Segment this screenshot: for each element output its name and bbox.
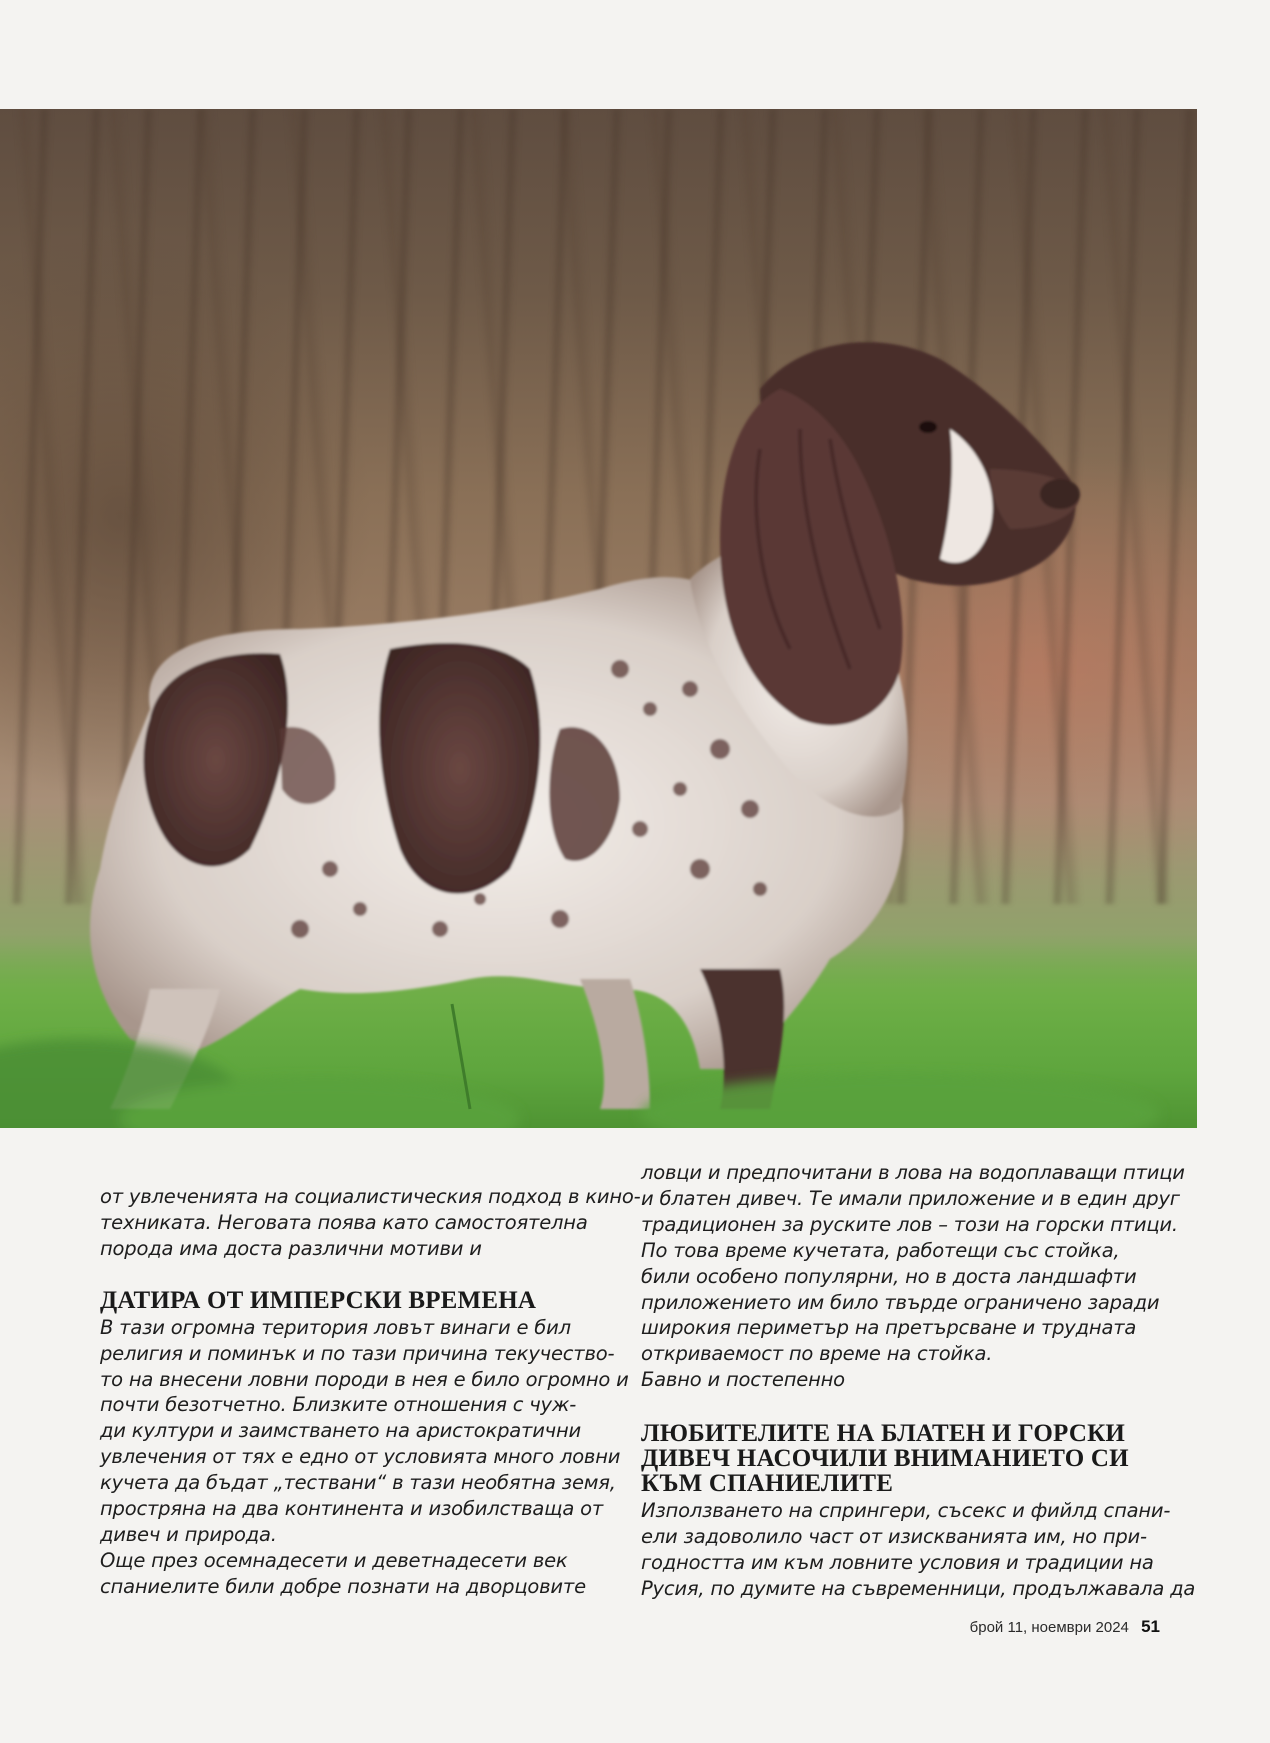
text-line: По това време кучетата, работещи със стойка, (641, 1238, 1120, 1262)
text-line: откриваемост по време на стойка. (641, 1342, 993, 1366)
text-line: ди култури и заимстването на аристократични (100, 1419, 582, 1443)
text-line: приложението им било твърде ограничено заради (641, 1290, 1160, 1314)
text-line: кучета да бъдат „тествани“ в тази необятна земя, (100, 1471, 616, 1495)
text-line: почти безотчетно. Близките отношения с чуж- (100, 1393, 577, 1417)
text-line: традиционен за руските лов – този на горски птици. (641, 1212, 1178, 1236)
right-intro-paragraph (641, 1160, 1185, 1393)
heading-line: ЛЮБИТЕЛИТЕ НА БЛАТЕН И ГОРСКИ (641, 1420, 1126, 1448)
text-line: то на внесени ловни породи в нея е било огромно и (100, 1367, 629, 1391)
text-line: и блатен дивеч. Те имали приложение и в един друг (641, 1186, 1180, 1210)
left-column (100, 1184, 641, 1600)
left-intro-paragraph (100, 1184, 641, 1262)
text-line: Още през осемнадесети и деветнадесети век (100, 1548, 568, 1572)
issue-info: брой 11, ноември 2024 (969, 1619, 1129, 1636)
page-footer (970, 1617, 1160, 1637)
heading-line: КЪМ СПАНИЕЛИТЕ (641, 1470, 894, 1498)
text-line: техниката. Неговата поява като самостоятелна (100, 1210, 588, 1234)
text-line: дивеч и природа. (100, 1522, 277, 1546)
text-line: порода има доста различни мотиви и (100, 1236, 482, 1260)
page-number: 51 (1141, 1617, 1160, 1636)
text-line: религия и поминък и по тази причина текучество- (100, 1341, 615, 1365)
dog-photo (0, 109, 1197, 1128)
section-heading-spaniels (641, 1421, 1161, 1496)
text-line: били особено популярни, но в доста ландшафти (641, 1264, 1137, 1288)
right-column (641, 1160, 1196, 1602)
right-body-paragraph (641, 1498, 1196, 1602)
left-body-paragraph (100, 1315, 629, 1600)
text-line: ловци и предпочитани в лова на водоплаващи птици (641, 1161, 1185, 1184)
text-line: простряна на два континента и изобилстваща от (100, 1497, 603, 1521)
text-line: спаниелите били добре познати на дворцовите (100, 1574, 586, 1598)
heading-line: ДИВЕЧ НАСОЧИЛИ ВНИМАНИЕТО СИ (641, 1445, 1129, 1473)
text-line: от увлеченията на социалистическия подход в кино- (100, 1185, 641, 1208)
text-line: Бавно и постепенно (641, 1368, 845, 1392)
text-line: Използването на спрингери, съсекс и фийлд спани- (641, 1499, 1171, 1523)
text-line: широкия периметър на претърсване и трудната (641, 1316, 1137, 1340)
text-line: годността им към ловните условия и традиции на (641, 1550, 1154, 1574)
text-line: В тази огромна територия ловът винаги е бил (100, 1315, 571, 1339)
text-line: увлечения от тях е едно от условията много ловни (100, 1445, 621, 1469)
section-heading-imperial-times: ДАТИРА ОТ ИМПЕРСКИ ВРЕМЕНА (100, 1286, 537, 1314)
text-line: ели задоволило част от изискванията им, но при- (641, 1525, 1147, 1549)
text-line: Русия, по думите на съвременници, продължавала да (641, 1576, 1196, 1600)
spaniel-illustration (0, 109, 1197, 1128)
